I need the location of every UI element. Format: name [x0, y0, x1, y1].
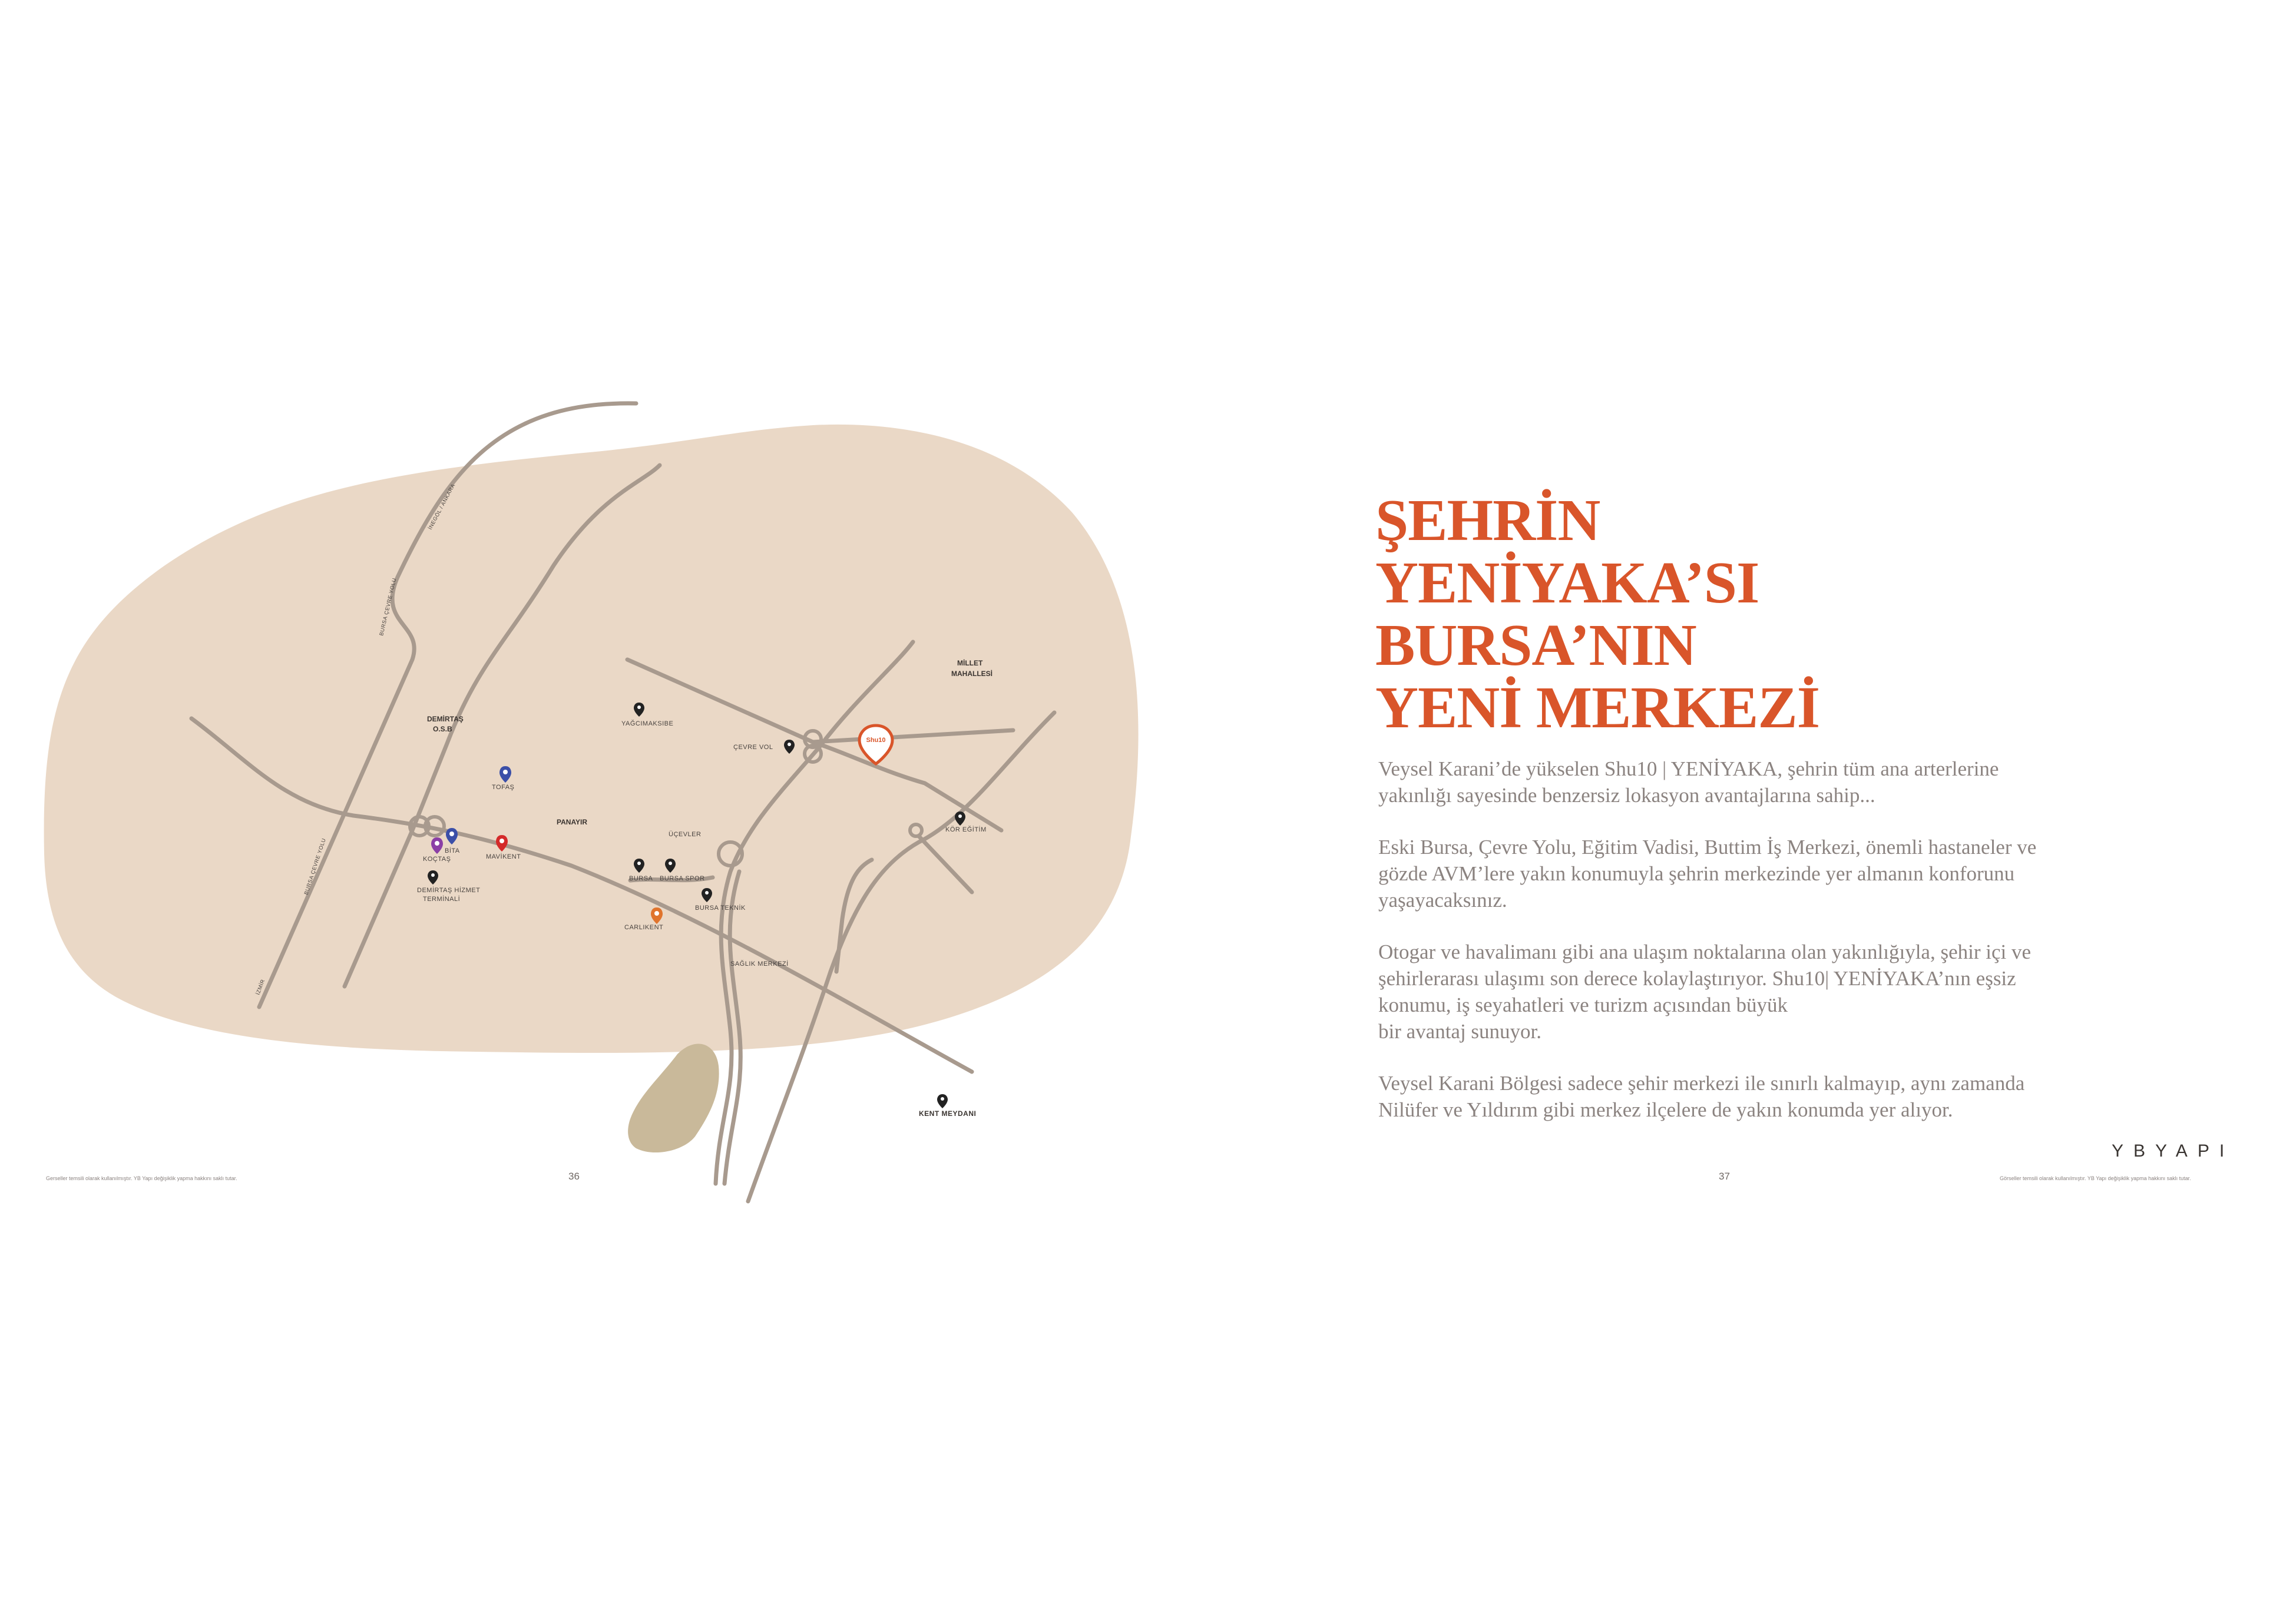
place-mavikent: MAVİKENT	[486, 853, 521, 860]
place-tofas: TOFAŞ	[492, 784, 515, 791]
area-label-osb: O.S.B	[433, 725, 452, 733]
brand-logo: YBYAPI	[2112, 1141, 2235, 1161]
headline-line-3: BURSA’NIN	[1375, 612, 1696, 678]
road-label-cevre-yolu-2: BURSA ÇEVRE YOLU	[378, 577, 398, 637]
place-demirtas-terminal: DEMİRTAŞ HİZMET	[417, 887, 481, 894]
area-label-millet: MİLLET	[957, 659, 983, 667]
place-cevre-vol: ÇEVRE VOL	[733, 744, 773, 751]
map-park-shape	[628, 1044, 719, 1152]
paragraph-1: Veysel Karani’de yükselen Shu10 | YENİYAKA, şehrin tüm ana arterlerine yakınlığı sayesinde benzersiz lokasyon avantajlarına sahip...	[1378, 757, 1999, 807]
place-bursa-spor: BURSA SPOR	[660, 875, 705, 882]
headline-line-4: YENİ MERKEZİ	[1375, 674, 1820, 740]
area-label-panayir: PANAYIR	[557, 818, 588, 826]
body-text	[1378, 756, 2103, 1148]
paragraph-3: Otogar ve havalimanı gibi ana ulaşım noktalarına olan yakınlığıyla, şehir içi ve şehirlerarası ulaşımı son derece kolaylaştırıyor. Shu10| YENİYAKA’nın eşsiz konumu, iş seyahatleri ve turizm açısından büyük bir avantaj sunuyor.	[1378, 940, 2032, 1043]
headline-line-1: ŞEHRİN	[1375, 487, 1600, 553]
paragraph-4: Veysel Karani Bölgesi sadece şehir merkezi ile sınırlı kalmayıp, aynı zamanda Nilüfer ve Yıldırım gibi merkez ilçelere de yakın konumda yer alıyor.	[1378, 1072, 2025, 1121]
headline-line-2: YENİYAKA’SI	[1375, 549, 1759, 615]
place-yagcimaksibe: YAĞCIMAKSIBE	[621, 720, 674, 727]
place-saglik: SAĞLIK MERKEZİ	[730, 960, 789, 968]
road-label-inegol: İNEGÖL / ANKARA	[426, 482, 456, 531]
road-label-izmir: İZMİR	[254, 978, 266, 996]
place-kent-meydani: KENT MEYDANI	[919, 1109, 977, 1118]
project-marker-label: Shu10	[866, 737, 886, 744]
disclaimer-right: Görseller temsili olarak kullanılmıştır. YB Yapı değişiklik yapma hakkını saklı tutar.	[2000, 1175, 2191, 1181]
page-headline	[1375, 489, 1819, 738]
area-label-mahallesi: MAHALLESİ	[951, 670, 992, 678]
place-kor-egitim: KÖR EĞİTİM	[945, 826, 987, 833]
place-bita: BİTA	[445, 847, 460, 854]
place-carlikent: CARLIKENT	[624, 924, 664, 931]
area-label-demirtas: DEMİRTAŞ	[427, 715, 464, 723]
location-map	[0, 0, 1178, 1237]
paragraph-2: Eski Bursa, Çevre Yolu, Eğitim Vadisi, Buttim İş Merkezi, önemli hastaneler ve gözde AVM’lere yakın konumuyla şehrin merkezinde yer almanın konforunu yaşayacaksınız.	[1378, 836, 2037, 912]
disclaimer-left: Gerseller temsili olarak kullanılmıştır. YB Yapı değişiklik yapma hakkını saklı tutar.	[46, 1175, 237, 1181]
place-bursa: BURSA	[629, 875, 653, 882]
page-number-right: 37	[1719, 1171, 1730, 1182]
place-bursa-teknik: BURSA TEKNİK	[695, 905, 746, 912]
place-demirtas-terminal-2: TERMİNALİ	[423, 896, 461, 903]
place-koctas: KOÇTAŞ	[423, 856, 451, 863]
place-ucevler: ÜÇEVLER	[669, 831, 702, 838]
page-number-left: 36	[568, 1171, 580, 1182]
road-label-cevre-yolu-1: BURSA ÇEVRE YOLU	[303, 837, 327, 896]
